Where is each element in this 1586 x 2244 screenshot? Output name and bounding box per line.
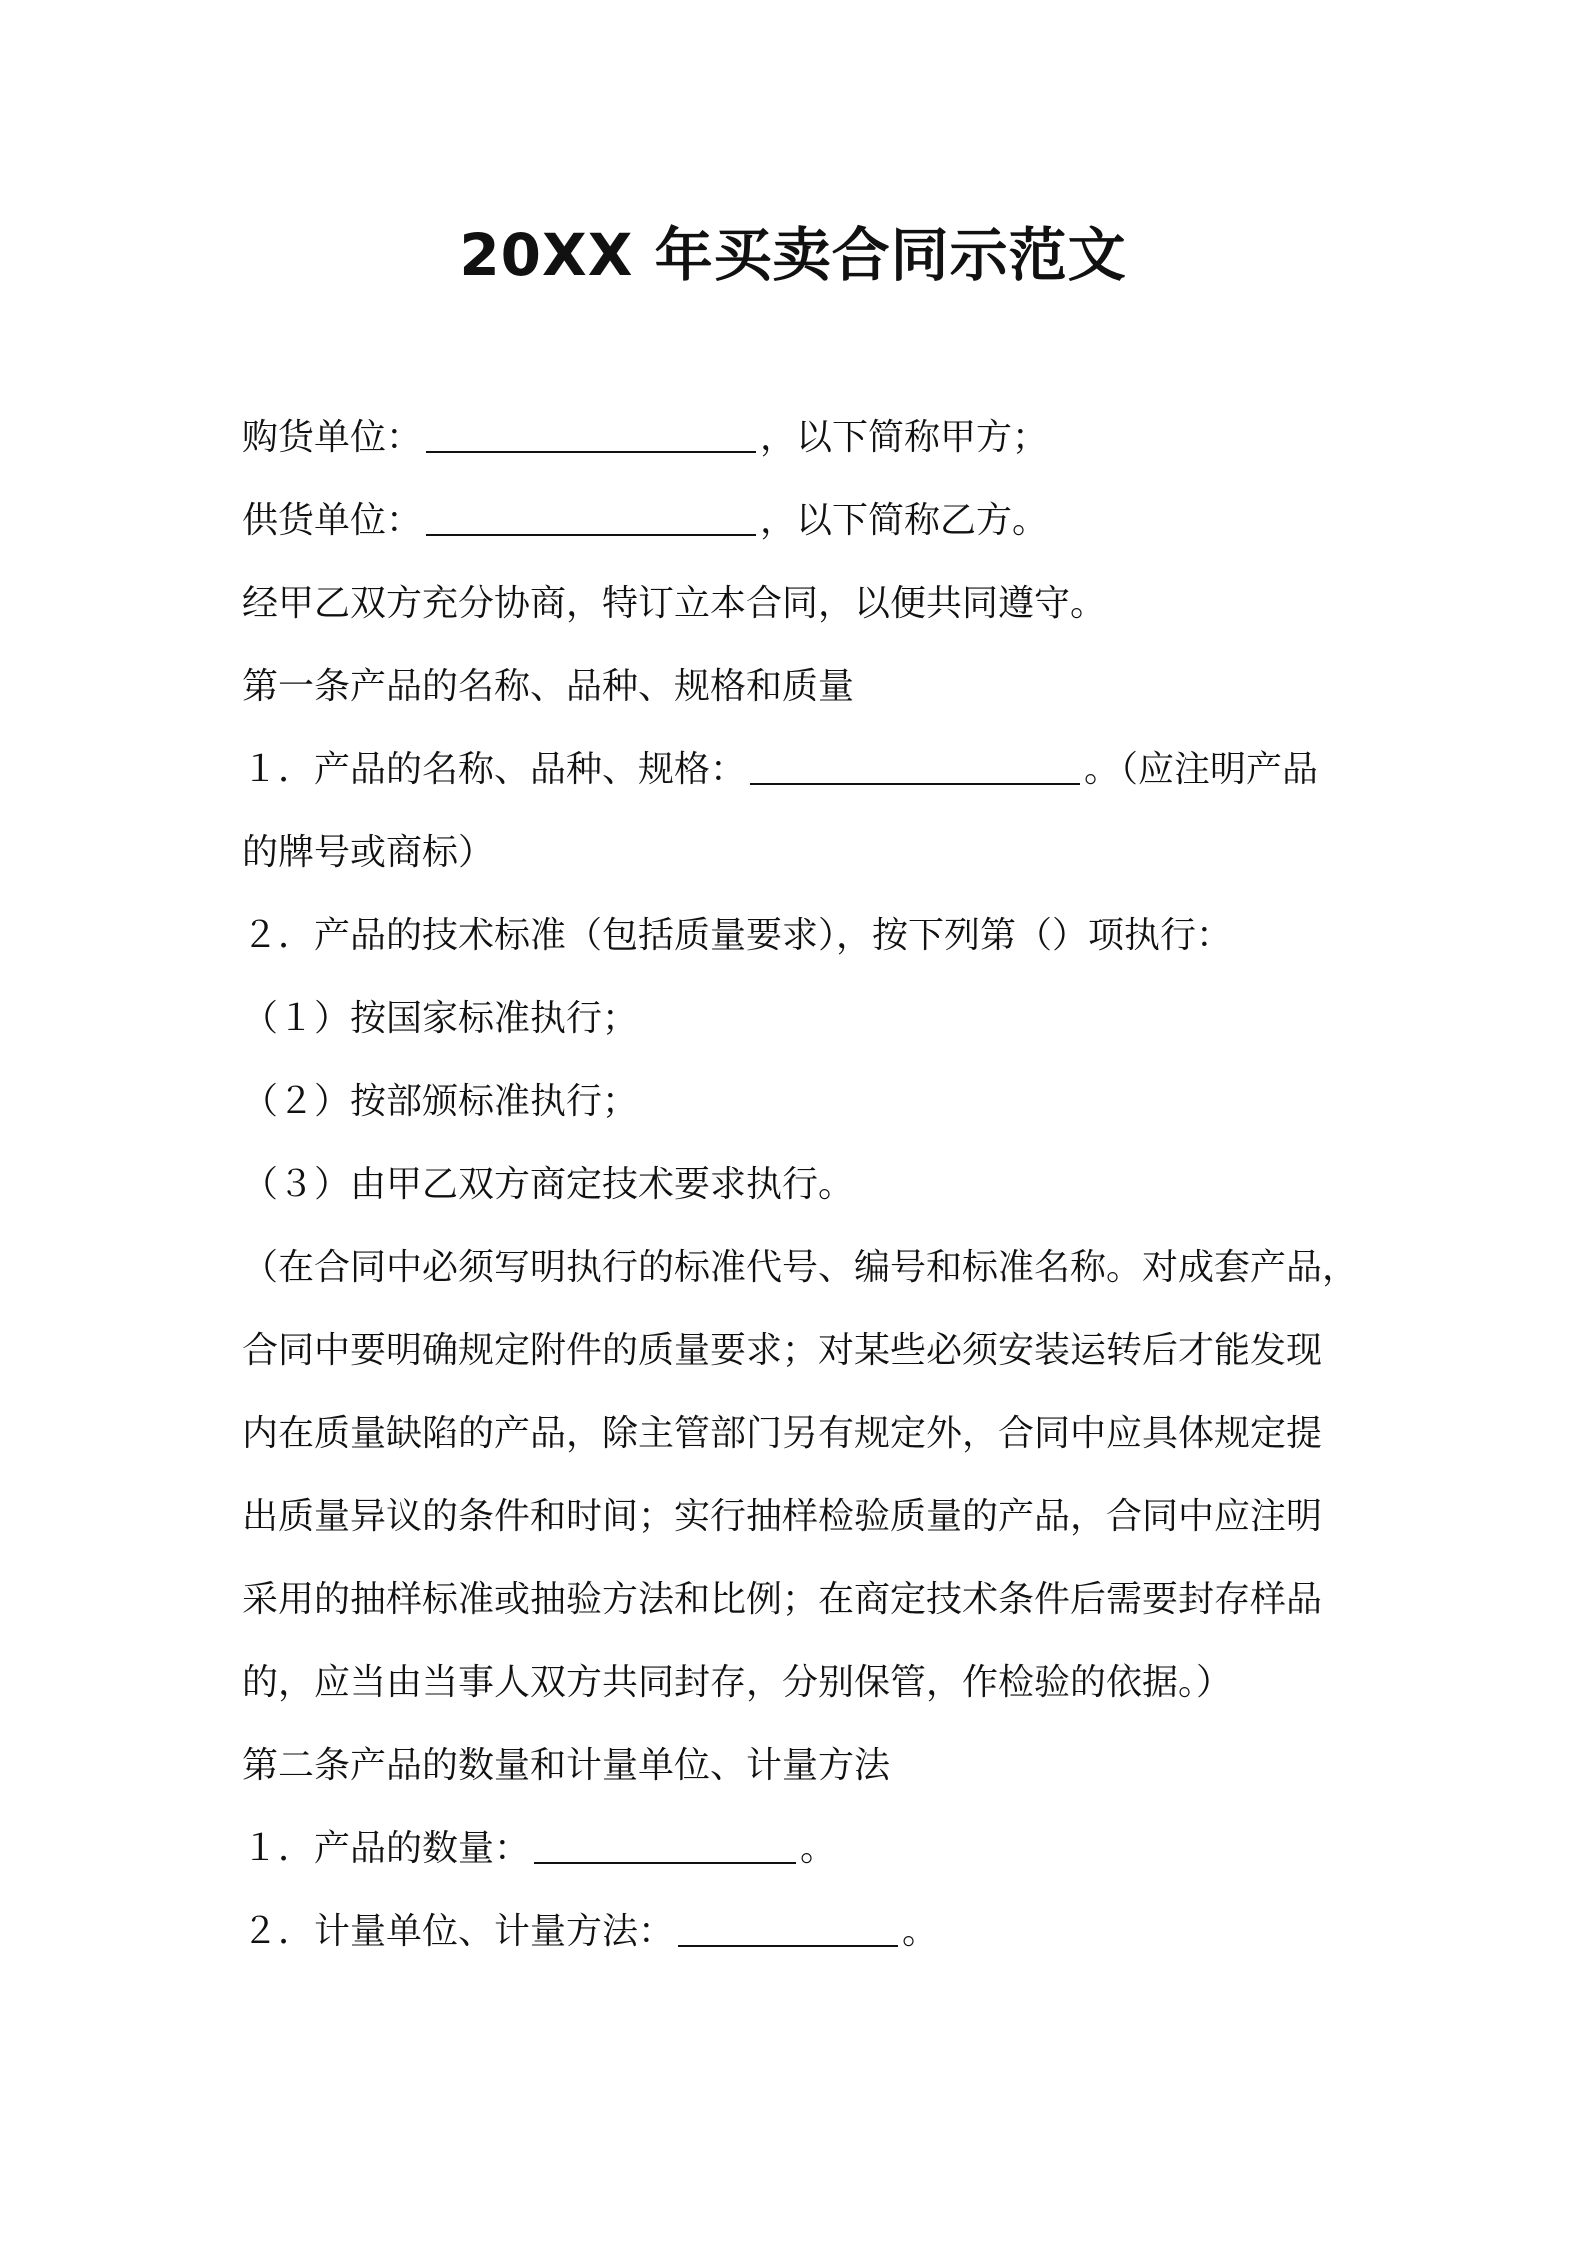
article2-item2-suffix: 。 [902, 1911, 939, 1952]
article2-heading: 第二条产品的数量和计量单位、计量方法 [242, 1745, 891, 1786]
article1-item2: ２．产品的技术标准（包括质量要求），按下列第（）项执行： [242, 915, 1233, 956]
buyer-suffix: ，以下简称甲方； [760, 417, 1049, 458]
seller-suffix: ，以下简称乙方。 [760, 500, 1049, 541]
article1-note-line: 的，应当由当事人双方共同封存，分别保管，作检验的依据。） [242, 1662, 1233, 1703]
product-name-blank [750, 749, 1080, 785]
article1-item1-suffix: 。（应注明产品 [1084, 749, 1319, 790]
buyer-label: 购货单位： [242, 417, 423, 458]
article1-note-line: 内在质量缺陷的产品，除主管部门另有规定外，合同中应具体规定提 [242, 1413, 1323, 1454]
buyer-blank [426, 417, 756, 453]
preamble: 经甲乙双方充分协商，特订立本合同，以便共同遵守。 [242, 583, 1107, 624]
article1-note-line: 合同中要明确规定附件的质量要求；对某些必须安装运转后才能发现 [242, 1330, 1323, 1371]
article1-note-line: 采用的抽样标准或抽验方法和比例；在商定技术条件后需要封存样品 [242, 1579, 1323, 1620]
article2-item1-prefix: １．产品的数量： [242, 1828, 531, 1869]
quantity-blank [534, 1828, 796, 1864]
article2-item2-prefix: ２．计量单位、计量方法： [242, 1911, 675, 1952]
article1-heading: 第一条产品的名称、品种、规格和质量 [242, 666, 855, 707]
article2-item1-suffix: 。 [800, 1828, 837, 1869]
article1-item1-continuation: 的牌号或商标） [242, 832, 495, 873]
article1-item1 [242, 742, 1362, 798]
document-title: 20XX 年买卖合同示范文 [459, 221, 1127, 289]
buyer-line [242, 410, 1362, 466]
article1-option3: （３）由甲乙双方商定技术要求执行。 [242, 1164, 855, 1205]
article1-note-line: 出质量异议的条件和时间；实行抽样检验质量的产品，合同中应注明 [242, 1496, 1323, 1537]
seller-line [242, 493, 1362, 549]
seller-label: 供货单位： [242, 500, 423, 541]
article2-item1 [242, 1821, 1362, 1877]
article1-note-line: （在合同中必须写明执行的标准代号、编号和标准名称。对成套产品， [242, 1247, 1359, 1288]
unit-method-blank [678, 1911, 898, 1947]
article1-option2: （２）按部颁标准执行； [242, 1081, 639, 1122]
article2-item2 [242, 1904, 1362, 1960]
article1-item1-prefix: １．产品的名称、品种、规格： [242, 749, 747, 790]
seller-blank [426, 500, 756, 536]
article1-option1: （１）按国家标准执行； [242, 998, 639, 1039]
